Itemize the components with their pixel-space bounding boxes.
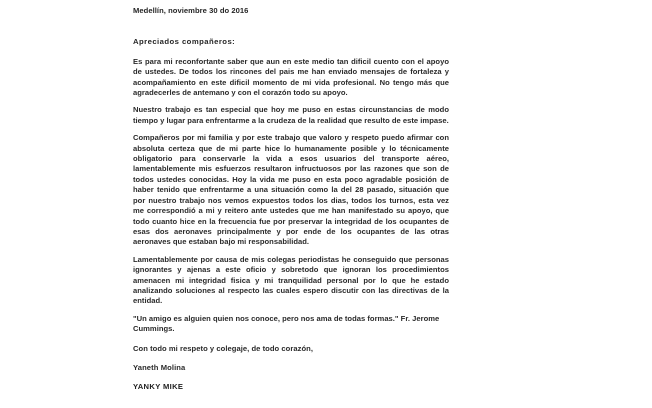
body-paragraph: Lamentablemente por causa de mis colegas periodistas he conseguido que personas ignorantes y ajenas a este oficio y sobretodo que ignoran los procedimientos amenacen mi integridad fisica y mi tranquilidad personal por lo que he estado analizando soluciones al respecto las cuales espero discutir con las directivas de la entidad. [133,254,449,306]
body-paragraph: Es para mi reconfortante saber que aun en este medio tan dificil cuento con el apoyo de ustedes. De todos los rincones del pais me han enviado mensajes de fortaleza y acompañamiento en este dificil momento de mi vida profesional. No tengo más que agradecerles de antemano y con el corazón todo su apoyo. [133,56,449,98]
salutation: Apreciados compañeros: [133,37,236,47]
date-line: Medellín, noviembre 30 do 2016 [133,6,249,15]
letter-body [133,6,449,393]
signature-callsign: YANKY MIKE [133,382,184,392]
closing-quote: "Un amigo es alguien quien nos conoce, pero nos ama de todas formas." Fr. Jerome Cummings. [133,313,440,334]
signature-name: Yaneth Molina [133,362,186,372]
closing-line: Con todo mi respeto y colegaje, de todo corazón, [133,343,314,353]
body-paragraph: Nuestro trabajo es tan especial que hoy me puso en estas circunstancias de modo tiempo y lugar para enfrentarme a la crudeza de la realidad que resulto de este impase. [133,105,449,125]
body-paragraph: Compañeros por mi familia y por este trabajo que valoro y respeto puedo afirmar con absoluta certeza que de mi parte hice lo humanamente posible y lo técnicamente obligatorio para conservarle la vida a esos usuarios del transporte aéreo, lamentablemente mis esfuerzos resultaron infructuosos por las razones que son de todos ustedes conocidas. Hoy la vida me puso en esta poco agradable posición de haber tenido que enfrentarme a una situación como la del 28 pasado, situación que por nuestro trabajo nos vemos expuestos todos los dias, todos los turnos, esta vez me correspondió a mi y reitero ante ustedes que me han manifestado su apoyo, que todo cuanto hice en la frecuencia fue por preservar la integridad de los ocupantes de esas dos aeronaves principalmente y por ende de los ocupantes de las otras aeronaves que estaban bajo mi responsabilidad. [133,133,449,247]
